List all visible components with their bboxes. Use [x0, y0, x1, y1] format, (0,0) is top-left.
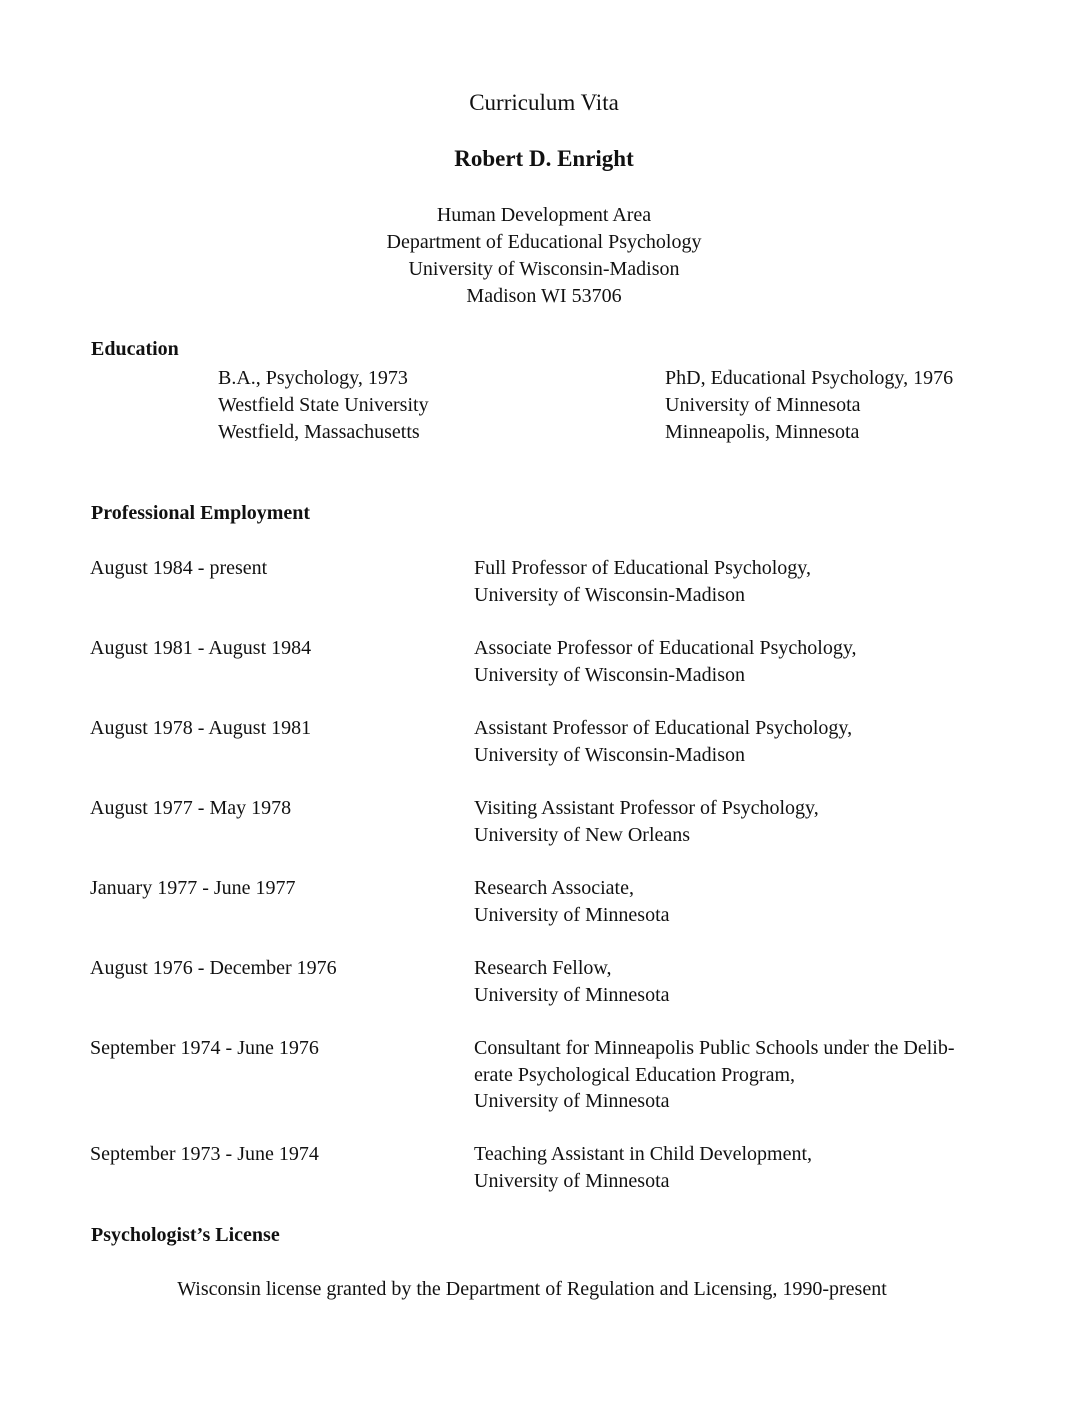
employment-description	[474, 875, 670, 928]
address-line: Human Development Area	[436, 204, 652, 226]
degree-institution: Westfield State University	[218, 394, 429, 416]
employment-line: Assistant Professor of Educational Psychology,	[474, 717, 853, 739]
employment-description	[474, 795, 819, 848]
license-text: Wisconsin license granted by the Department of Regulation and Licensing, 1990-present	[177, 1278, 887, 1300]
document-title: Curriculum Vita	[469, 90, 619, 115]
employment-line: University of Minnesota	[474, 1090, 670, 1112]
education-degree-ba	[218, 365, 429, 446]
person-name: Robert D. Enright	[454, 146, 634, 171]
employment-dates: September 1974 - June 1976	[90, 1037, 319, 1059]
employment-line: Consultant for Minneapolis Public Schools under the Delib-	[474, 1037, 955, 1059]
employment-description	[474, 1035, 955, 1115]
employment-heading: Professional Employment	[91, 502, 311, 524]
employment-dates: August 1976 - December 1976	[90, 957, 337, 979]
employment-line: University of Minnesota	[474, 903, 670, 926]
employment-dates: August 1981 - August 1984	[90, 637, 312, 659]
employment-dates: August 1978 - August 1981	[90, 717, 312, 739]
degree-location: Minneapolis, Minnesota	[665, 421, 860, 443]
address-block	[0, 202, 1088, 310]
address-line: Madison WI 53706	[466, 285, 622, 307]
employment-line: Visiting Assistant Professor of Psychology,	[474, 797, 819, 819]
address-line: University of Wisconsin-Madison	[408, 258, 680, 280]
employment-description	[474, 555, 811, 608]
employment-line: University of New Orleans	[474, 823, 691, 846]
employment-line: Research Associate,	[474, 877, 634, 899]
employment-line: Full Professor of Educational Psychology,	[474, 557, 812, 579]
employment-line: University of Minnesota	[474, 983, 670, 1006]
employment-line: Research Fellow,	[474, 957, 612, 979]
degree-title: B.A., Psychology, 1973	[218, 367, 408, 389]
education-degree-phd	[665, 365, 953, 446]
employment-line: University of Minnesota	[474, 1169, 670, 1192]
employment-description	[474, 1141, 812, 1194]
license-heading: Psychologist’s License	[91, 1224, 280, 1246]
employment-line: erate Psychological Education Program,	[474, 1063, 796, 1086]
employment-line: Teaching Assistant in Child Development,	[474, 1143, 812, 1165]
employment-line: University of Wisconsin-Madison	[474, 743, 746, 766]
employment-dates: September 1973 - June 1974	[90, 1143, 319, 1165]
employment-description	[474, 635, 857, 688]
employment-dates: January 1977 - June 1977	[90, 877, 296, 899]
employment-description	[474, 715, 852, 768]
employment-line: University of Wisconsin-Madison	[474, 663, 746, 686]
employment-description	[474, 955, 670, 1008]
degree-location: Westfield, Massachusetts	[218, 421, 420, 443]
employment-line: University of Wisconsin-Madison	[474, 583, 746, 606]
employment-line: Associate Professor of Educational Psychology,	[474, 637, 857, 659]
degree-title: PhD, Educational Psychology, 1976	[665, 367, 954, 389]
education-heading: Education	[91, 338, 179, 360]
employment-dates: August 1984 - present	[90, 557, 268, 579]
employment-dates: August 1977 - May 1978	[90, 797, 292, 819]
degree-institution: University of Minnesota	[665, 394, 861, 416]
address-line: Department of Educational Psychology	[386, 231, 702, 253]
